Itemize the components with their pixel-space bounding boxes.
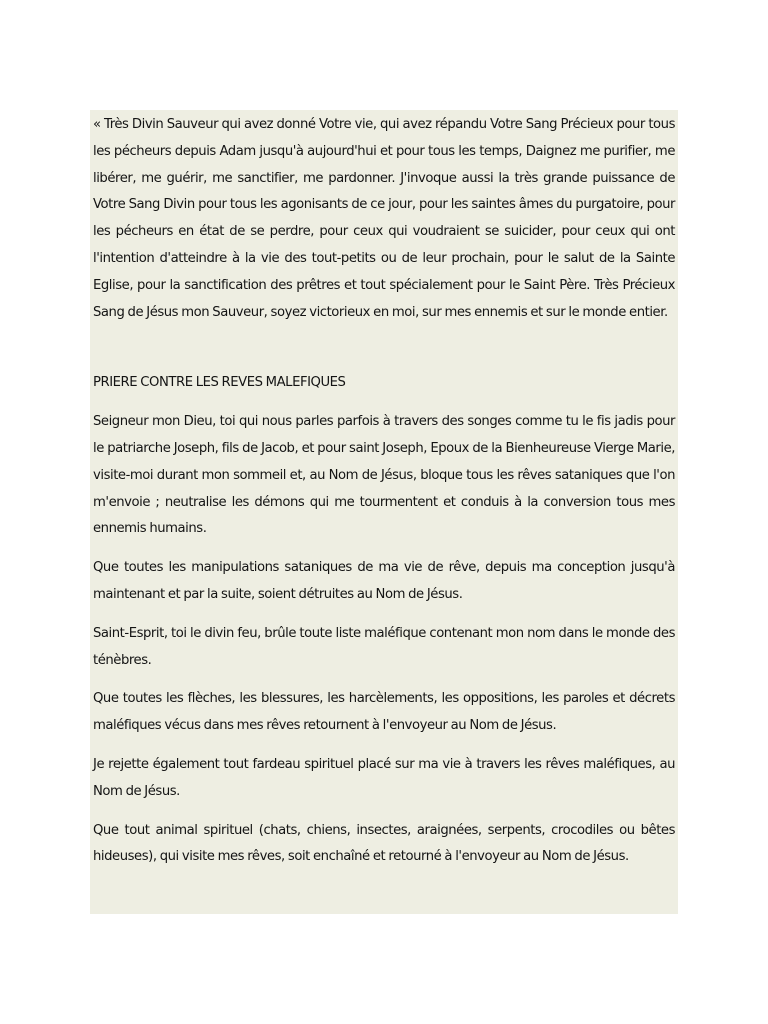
intro-paragraph: « Très Divin Sauveur qui avez donné Votre vie, qui avez répandu Votre Sang Précieux pour tous les pécheurs depuis Adam jusqu'à aujourd'hui et pour tous les temps, Daignez me purifier, me libérer, me guérir, me sanctifier, me pardonner. J'invoque aussi la très grande puissance de Votre Sang Divin pour tous les agonisants de ce jour, pour les saintes âmes du purgatoire, pour les pécheurs en état de se perdre, pour ceux qui voudraient se suicider, pour ceux qui ont l'intention d'atteindre à la vie des tout-petits ou de leur prochain, pour le salut de la Sainte Eglise, pour la sanctification des prêtres et tout spécialement pour le Saint Père. Très Précieux Sang de Jésus mon Sauveur, soyez victorieux en moi, sur mes ennemis et sur le monde entier. [93,117,675,320]
prayer-paragraph: Je rejette également tout fardeau spirituel placé sur ma vie à travers les rêves maléfiques, au Nom de Jésus. [93,756,675,799]
prayer-paragraph: Saint-Esprit, toi le divin feu, brûle toute liste maléfique contenant mon nom dans le monde des ténèbres. [93,625,675,668]
section-heading: PRIERE CONTRE LES REVES MALEFIQUES [93,375,346,391]
prayer-paragraph: Seigneur mon Dieu, toi qui nous parles parfois à travers des songes comme tu le fis jadis pour le patriarche Joseph, fils de Jacob, et pour saint Joseph, Epoux de la Bienheureuse Vierge Marie, visite-moi durant mon sommeil et, au Nom de Jésus, bloque tous les rêves sataniques que l'on m'envoie ; neutralise les démons qui me tourmentent et conduis à la conversion tous mes ennemis humains. [93,414,675,537]
prayer-paragraph: Que tout animal spirituel (chats, chiens, insectes, araignées, serpents, crocodiles ou bêtes hideuses), qui visite mes rêves, soit enchaîné et retourné à l'envoyeur au Nom de Jésus. [93,822,675,865]
prayer-paragraph: Que toutes les flèches, les blessures, les harcèlements, les oppositions, les paroles et décrets maléfiques vécus dans mes rêves retournent à l'envoyeur au Nom de Jésus. [93,691,675,734]
document-content [93,112,675,871]
prayer-paragraph: Que toutes les manipulations sataniques de ma vie de rêve, depuis ma conception jusqu'à maintenant et par la suite, soient détruites au Nom de Jésus. [93,560,675,602]
